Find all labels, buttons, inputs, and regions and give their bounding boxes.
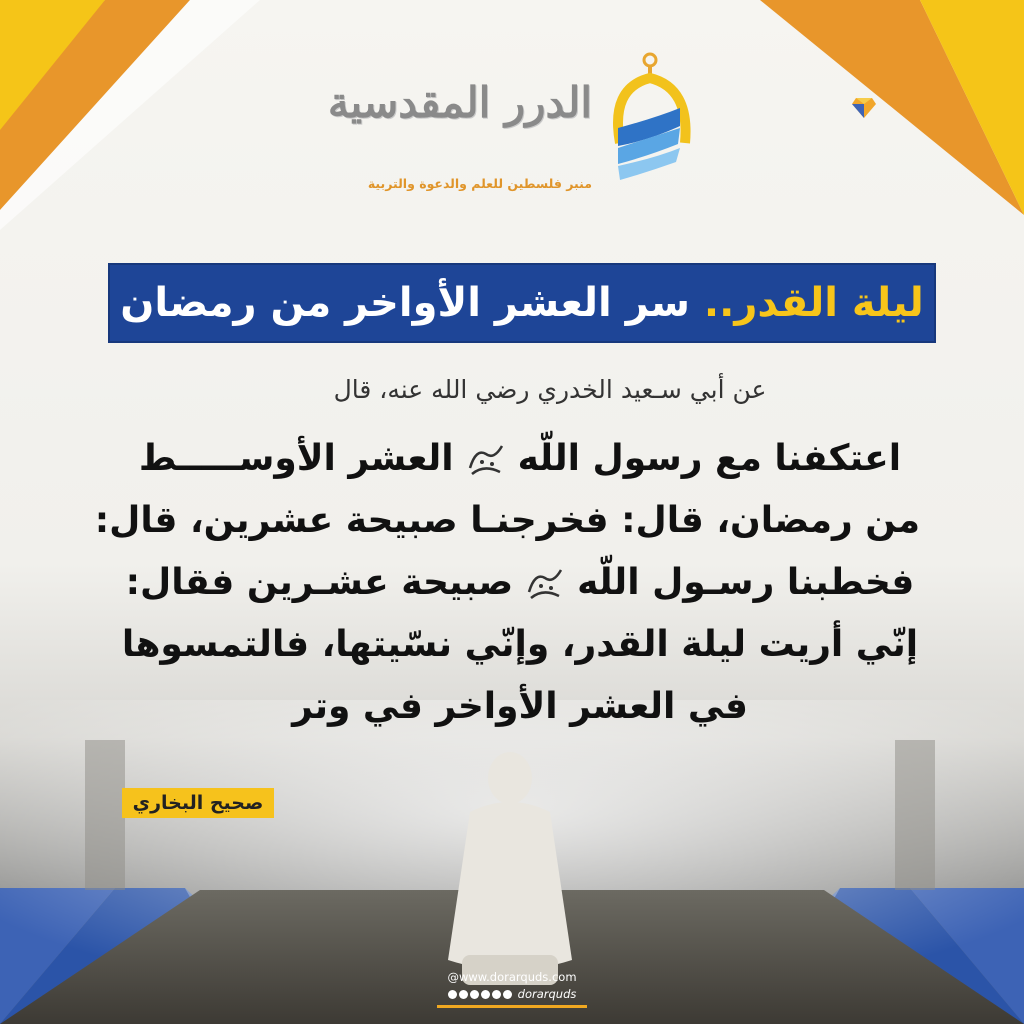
hadith-line-1-part-1: اعتكفنا مع رسول اللّه: [517, 438, 902, 479]
footer-website: @www.dorarquds.com: [447, 970, 577, 984]
brand-name: الدرر المقدسية: [327, 78, 592, 127]
narrator-line: عن أبي سـعيد الخدري رضي الله عنه، قال: [333, 375, 767, 404]
hadith-line-4: إنّي أريت ليلة القدر، وإنّي نسّيتها، فالتمسوها: [121, 624, 919, 665]
footer-social-row: [432, 987, 592, 1001]
brand-logo: [327, 48, 700, 208]
footer-underline: [437, 1005, 587, 1008]
brand-tagline: منبر فلسطين للعلم والدعوة والتربية: [367, 176, 592, 191]
footer-handle: dorarquds: [517, 987, 577, 1001]
diamond-icon: [852, 98, 876, 118]
source-badge: صحيح البخاري: [122, 788, 274, 818]
instagram-icon: [470, 990, 479, 999]
twitter-icon: [459, 990, 468, 999]
hadith-line-3: [120, 552, 920, 614]
salawat-calligraphy-icon: [523, 564, 567, 604]
hadith-line-2: من رمضان، قال: فخرجنـا صبيحة عشرين، قال:: [94, 500, 920, 541]
footer: [432, 970, 592, 1008]
youtube-icon: [481, 990, 490, 999]
title-banner: [108, 263, 936, 343]
hadith-line-5: في العشر الأواخر في وتر: [292, 686, 748, 727]
whatsapp-icon: [503, 990, 512, 999]
hadith-line-1-part-2: العشر الأوســـــط: [138, 438, 454, 479]
salawat-calligraphy-icon: [464, 440, 508, 480]
hadith-line-3-part-2: صبيحة عشـرين فقال:: [125, 562, 514, 603]
hadith-line-3-part-1: فخطبنا رسـول اللّه: [577, 562, 915, 603]
title-rest: سر العشر الأواخر من رمضان: [120, 280, 690, 326]
facebook-icon: [448, 990, 457, 999]
hadith-line-1: [120, 428, 920, 490]
crescent-dome-icon: [600, 48, 700, 198]
hadith-text: [94, 428, 920, 738]
telegram-icon: [492, 990, 501, 999]
title-highlight: ليلة القدر..: [703, 280, 924, 326]
